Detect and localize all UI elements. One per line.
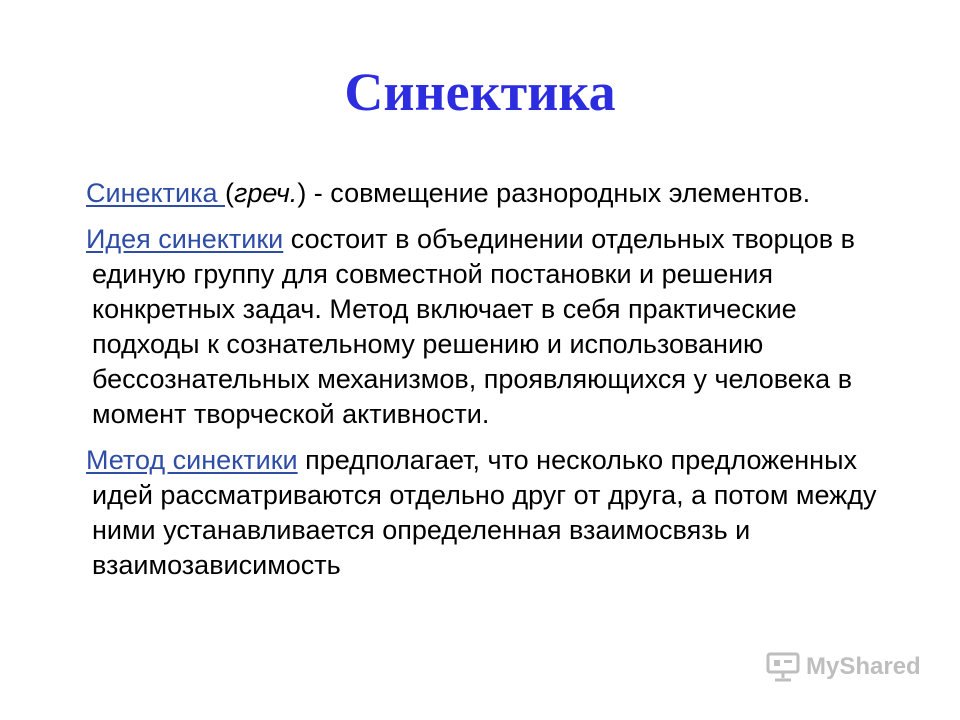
paragraph-idea — [64, 222, 904, 432]
link-sinektika[interactable]: Синектика — [86, 178, 225, 208]
link-idea-sinektiki[interactable]: Идея синектики — [86, 224, 284, 254]
open-paren: ( — [225, 178, 234, 208]
slide-title: Синектика — [344, 62, 616, 122]
idea-text: состоит в объединении отдельных творцов в единую группу для совместной постановки и решения конкретных задач. Метод включает в себя практические подходы к сознательному решению и использованию бессознательных механизмов, проявляющихся у человека в момент творческой активности. — [92, 224, 855, 429]
method-text: предполагает, что несколько предложенных идей рассматриваются отдельно друг от друга, а потом между ними устанавливается определенная взаимосвязь и взаимозависимость — [92, 445, 877, 580]
paragraph-method — [64, 443, 904, 583]
link-metod-sinektiki[interactable]: Метод синектики — [86, 445, 298, 475]
slide-body — [64, 176, 904, 594]
presentation-icon — [766, 652, 800, 682]
myshared-watermark — [766, 652, 921, 682]
origin-italic: греч. — [234, 178, 298, 208]
watermark-text-my: My — [806, 653, 840, 680]
paragraph-definition — [64, 176, 904, 211]
watermark-text — [806, 653, 921, 681]
watermark-text-shared: Shared — [839, 653, 921, 680]
definition-text: ) - совмещение разнородных элементов. — [297, 178, 811, 208]
